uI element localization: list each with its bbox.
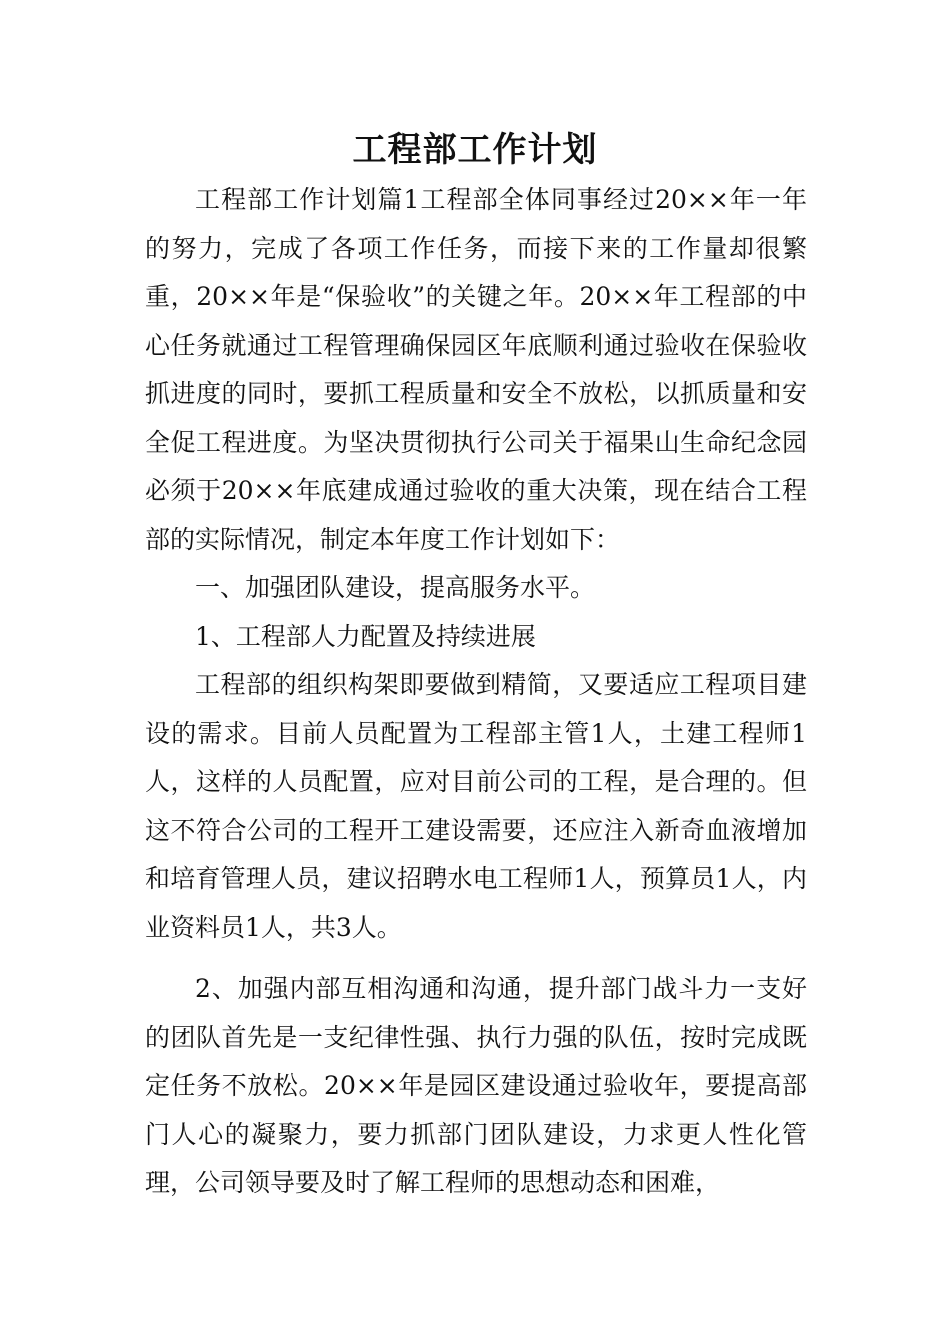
paragraph-communication: 2、加强内部互相沟通和沟通，提升部门战斗力一支好的团队首先是一支纪律性强、执行力强的队伍，按时完成既定任务不放松。20××年是园区建设通过验收年，要提高部门人心的凝聚力，要力抓部门团队建设，力求更人性化管理，公司领导要及时了解工程师的思想动态和困难， [145,974,807,1197]
paragraph-section-heading: 一、加强团队建设，提高服务水平。 [195,573,596,602]
paragraph-staffing: 工程部的组织构架即要做到精简，又要适应工程项目建设的需求。目前人员配置为工程部主管1人，土建工程师1人，这样的人员配置，应对目前公司的工程，是合理的。但这不符合公司的工程开工建设需要，还应注入新奇血液增加和培育管理人员，建议招聘水电工程师1人，预算员1人，内业资料员1人，共3人。 [145,670,807,942]
paragraph-intro: 工程部工作计划篇1工程部全体同事经过20××年一年的努力，完成了各项工作任务，而接下来的工作量却很繁重，20××年是“保验收”的关键之年。20××年工程部的中心任务就通过工程管理确保园区年底顺利通过验收在保验收抓进度的同时，要抓工程质量和安全不放松，以抓质量和安全促工程进度。为坚决贯彻执行公司关于福果山生命纪念园必须于20××年底建成通过验收的重大决策，现在结合工程部的实际情况，制定本年度工作计划如下： [145,185,807,554]
paragraph-subheading-1: 1、工程部人力配置及持续进展 [195,621,536,651]
document-body [145,176,807,1208]
document-title: 工程部工作计划 [352,130,598,170]
